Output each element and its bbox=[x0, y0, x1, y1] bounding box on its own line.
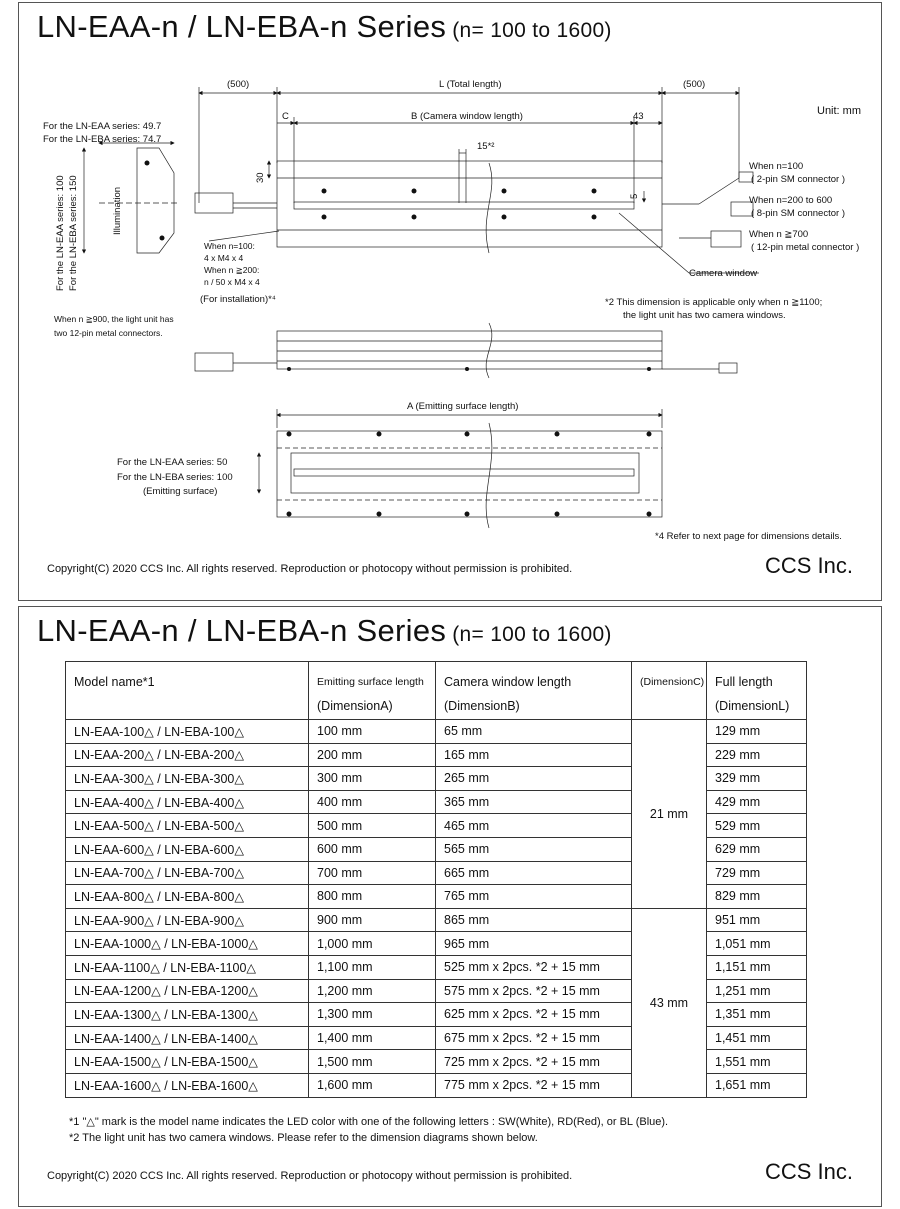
cell-dimension-l: 529 mm bbox=[707, 814, 807, 838]
mount-n200-value: n / 50 x M4 x 4 bbox=[204, 277, 260, 287]
company-name: CCS Inc. bbox=[764, 553, 853, 578]
side-view-eba-height: For the LN-EBA series: 150 bbox=[68, 175, 79, 291]
cell-model: LN-EAA-400△ / LN-EBA-400△ bbox=[66, 790, 309, 814]
cell-dimension-b: 765 mm bbox=[436, 885, 632, 909]
cell-dimension-a: 900 mm bbox=[309, 908, 436, 932]
cell-model: LN-EAA-1600△ / LN-EBA-1600△ bbox=[66, 1073, 309, 1097]
company-name: CCS Inc. bbox=[764, 1159, 853, 1184]
cell-model: LN-EAA-300△ / LN-EBA-300△ bbox=[66, 767, 309, 791]
cell-dimension-l: 1,651 mm bbox=[707, 1073, 807, 1097]
cell-dimension-l: 1,451 mm bbox=[707, 1026, 807, 1050]
header-model: Model name*1 bbox=[66, 662, 309, 720]
cell-dimension-b: 165 mm bbox=[436, 743, 632, 767]
dim-left-500: (500) bbox=[227, 79, 250, 90]
dim-30: 30 bbox=[255, 172, 266, 183]
dim-camera-window-length: B (Camera window length) bbox=[411, 111, 523, 122]
cell-dimension-b: 725 mm x 2pcs. *2 + 15 mm bbox=[436, 1050, 632, 1074]
cell-dimension-a: 1,400 mm bbox=[309, 1026, 436, 1050]
note4: *4 Refer to next page for dimensions details. bbox=[655, 531, 842, 542]
dim-c: C bbox=[282, 111, 289, 122]
cell-dimension-a: 1,200 mm bbox=[309, 979, 436, 1003]
camera-window-label: Camera window bbox=[689, 268, 758, 279]
cell-dimension-l: 1,151 mm bbox=[707, 955, 807, 979]
dim-15: 15*² bbox=[477, 141, 495, 152]
note1: *1 "△" mark is the model name indicates the LED color with one of the following letters : SW(White), RD(Red), or BL (Blue). bbox=[69, 1116, 669, 1128]
header-dimension-a: Emitting surface length (DimensionA) bbox=[309, 662, 436, 720]
note900-line2: two 12-pin metal connectors. bbox=[54, 328, 163, 338]
cell-dimension-b: 525 mm x 2pcs. *2 + 15 mm bbox=[436, 955, 632, 979]
installation-label: (For installation)*⁴ bbox=[200, 294, 276, 305]
header-dimension-l: Full length (DimensionL) bbox=[707, 662, 807, 720]
cell-dimension-l: 729 mm bbox=[707, 861, 807, 885]
cell-dimension-b: 675 mm x 2pcs. *2 + 15 mm bbox=[436, 1026, 632, 1050]
page-title bbox=[37, 613, 612, 649]
cell-model: LN-EAA-500△ / LN-EBA-500△ bbox=[66, 814, 309, 838]
side-view-eaa-width: For the LN-EAA series: 49.7 bbox=[43, 121, 162, 132]
illumination-label: Illumination bbox=[112, 186, 123, 235]
cell-dimension-l: 829 mm bbox=[707, 885, 807, 909]
cell-dimension-b: 465 mm bbox=[436, 814, 632, 838]
series-name: LN-EAA-n / LN-EBA-n Series bbox=[37, 613, 447, 648]
cell-model: LN-EAA-1200△ / LN-EBA-1200△ bbox=[66, 979, 309, 1003]
cell-dimension-a: 500 mm bbox=[309, 814, 436, 838]
cell-dimension-l: 429 mm bbox=[707, 790, 807, 814]
dim-emitting-length: A (Emitting surface length) bbox=[407, 401, 519, 412]
cell-dimension-a: 1,100 mm bbox=[309, 955, 436, 979]
connector-n100-label: When n=100 bbox=[749, 161, 804, 172]
mount-n100-label: When n=100: bbox=[204, 241, 255, 251]
emitting-eba: For the LN-EBA series: 100 bbox=[117, 472, 233, 483]
cell-model: LN-EAA-200△ / LN-EBA-200△ bbox=[66, 743, 309, 767]
cell-model: LN-EAA-700△ / LN-EBA-700△ bbox=[66, 861, 309, 885]
cell-dimension-b: 775 mm x 2pcs. *2 + 15 mm bbox=[436, 1073, 632, 1097]
cell-dimension-a: 1,500 mm bbox=[309, 1050, 436, 1074]
series-name: LN-EAA-n / LN-EBA-n Series bbox=[37, 9, 447, 44]
dim-43: 43 bbox=[633, 111, 644, 122]
table-row bbox=[66, 908, 807, 932]
cell-model: LN-EAA-1100△ / LN-EBA-1100△ bbox=[66, 955, 309, 979]
dimension-drawing bbox=[19, 3, 881, 600]
connector-n200-type: ( 8-pin SM connector ) bbox=[751, 208, 845, 219]
cell-dimension-a: 800 mm bbox=[309, 885, 436, 909]
cell-dimension-b: 665 mm bbox=[436, 861, 632, 885]
cell-dimension-b: 365 mm bbox=[436, 790, 632, 814]
cell-dimension-a: 600 mm bbox=[309, 837, 436, 861]
connector-n100-type: ( 2-pin SM connector ) bbox=[751, 174, 845, 185]
note2-line1: *2 This dimension is applicable only when n ≧1100; bbox=[605, 297, 823, 308]
connector-n200-label: When n=200 to 600 bbox=[749, 195, 833, 206]
cell-dimension-b: 65 mm bbox=[436, 720, 632, 744]
note2-line2: the light unit has two camera windows. bbox=[623, 310, 786, 321]
cell-dimension-l: 129 mm bbox=[707, 720, 807, 744]
dim-right-500: (500) bbox=[683, 79, 706, 90]
cell-model: LN-EAA-600△ / LN-EBA-600△ bbox=[66, 837, 309, 861]
table-header-row bbox=[66, 662, 807, 720]
series-range: (n= 100 to 1600) bbox=[452, 623, 612, 646]
cell-model: LN-EAA-1300△ / LN-EBA-1300△ bbox=[66, 1003, 309, 1027]
cell-model: LN-EAA-900△ / LN-EBA-900△ bbox=[66, 908, 309, 932]
cell-dimension-l: 629 mm bbox=[707, 837, 807, 861]
connector-n700-label: When n ≧700 bbox=[749, 229, 809, 240]
cell-dimension-b: 575 mm x 2pcs. *2 + 15 mm bbox=[436, 979, 632, 1003]
side-view-eba-width: For the LN-EBA series: 74.7 bbox=[43, 134, 162, 145]
cell-dimension-l: 1,051 mm bbox=[707, 932, 807, 956]
cell-model: LN-EAA-800△ / LN-EBA-800△ bbox=[66, 885, 309, 909]
cell-dimension-l: 951 mm bbox=[707, 908, 807, 932]
connector-n700-type: ( 12-pin metal connector ) bbox=[751, 242, 860, 253]
header-dimension-c: (DimensionC) bbox=[632, 662, 707, 720]
emitting-eaa: For the LN-EAA series: 50 bbox=[117, 457, 228, 468]
cell-dimension-a: 700 mm bbox=[309, 861, 436, 885]
cell-model: LN-EAA-1000△ / LN-EBA-1000△ bbox=[66, 932, 309, 956]
cell-dimension-a: 300 mm bbox=[309, 767, 436, 791]
unit-label: Unit: mm bbox=[817, 105, 861, 117]
mount-n100-value: 4 x M4 x 4 bbox=[204, 253, 244, 263]
cell-dimension-b: 865 mm bbox=[436, 908, 632, 932]
cell-dimension-l: 229 mm bbox=[707, 743, 807, 767]
emitting-surface-label: (Emitting surface) bbox=[143, 486, 218, 497]
cell-dimension-a: 1,300 mm bbox=[309, 1003, 436, 1027]
cell-dimension-a: 1,600 mm bbox=[309, 1073, 436, 1097]
cell-dimension-l: 329 mm bbox=[707, 767, 807, 791]
drawing-panel bbox=[18, 2, 882, 601]
cell-dimension-b: 265 mm bbox=[436, 767, 632, 791]
cell-dimension-b: 625 mm x 2pcs. *2 + 15 mm bbox=[436, 1003, 632, 1027]
table-row bbox=[66, 720, 807, 744]
cell-dimension-a: 1,000 mm bbox=[309, 932, 436, 956]
dim-5: 5 bbox=[629, 193, 640, 199]
note2: *2 The light unit has two camera windows. Please refer to the dimension diagrams shown below. bbox=[69, 1132, 538, 1144]
cell-dimension-l: 1,351 mm bbox=[707, 1003, 807, 1027]
cell-model: LN-EAA-100△ / LN-EBA-100△ bbox=[66, 720, 309, 744]
cell-dimension-b: 565 mm bbox=[436, 837, 632, 861]
series-range: (n= 100 to 1600) bbox=[452, 19, 612, 42]
header-dimension-b: Camera window length (DimensionB) bbox=[436, 662, 632, 720]
cell-dimension-l: 1,251 mm bbox=[707, 979, 807, 1003]
side-view-eaa-height: For the LN-EAA series: 100 bbox=[55, 175, 66, 291]
copyright: Copyright(C) 2020 CCS Inc. All rights reserved. Reproduction or photocopy without permission is prohibited. bbox=[47, 1170, 573, 1182]
table-notes bbox=[69, 1114, 668, 1146]
cell-dimension-l: 1,551 mm bbox=[707, 1050, 807, 1074]
mount-n200-label: When n ≧200: bbox=[204, 265, 260, 275]
cell-dimension-c: 21 mm bbox=[632, 720, 707, 909]
cell-dimension-b: 965 mm bbox=[436, 932, 632, 956]
copyright: Copyright(C) 2020 CCS Inc. All rights reserved. Reproduction or photocopy without permission is prohibited. bbox=[47, 563, 573, 575]
cell-model: LN-EAA-1500△ / LN-EBA-1500△ bbox=[66, 1050, 309, 1074]
cell-dimension-a: 100 mm bbox=[309, 720, 436, 744]
dimension-table bbox=[65, 661, 807, 1098]
note900-line1: When n ≧900, the light unit has bbox=[54, 314, 174, 324]
cell-model: LN-EAA-1400△ / LN-EBA-1400△ bbox=[66, 1026, 309, 1050]
cell-dimension-a: 200 mm bbox=[309, 743, 436, 767]
cell-dimension-c: 43 mm bbox=[632, 908, 707, 1097]
cell-dimension-a: 400 mm bbox=[309, 790, 436, 814]
dim-total-length: L (Total length) bbox=[439, 79, 502, 90]
spec-table-panel bbox=[18, 606, 882, 1207]
